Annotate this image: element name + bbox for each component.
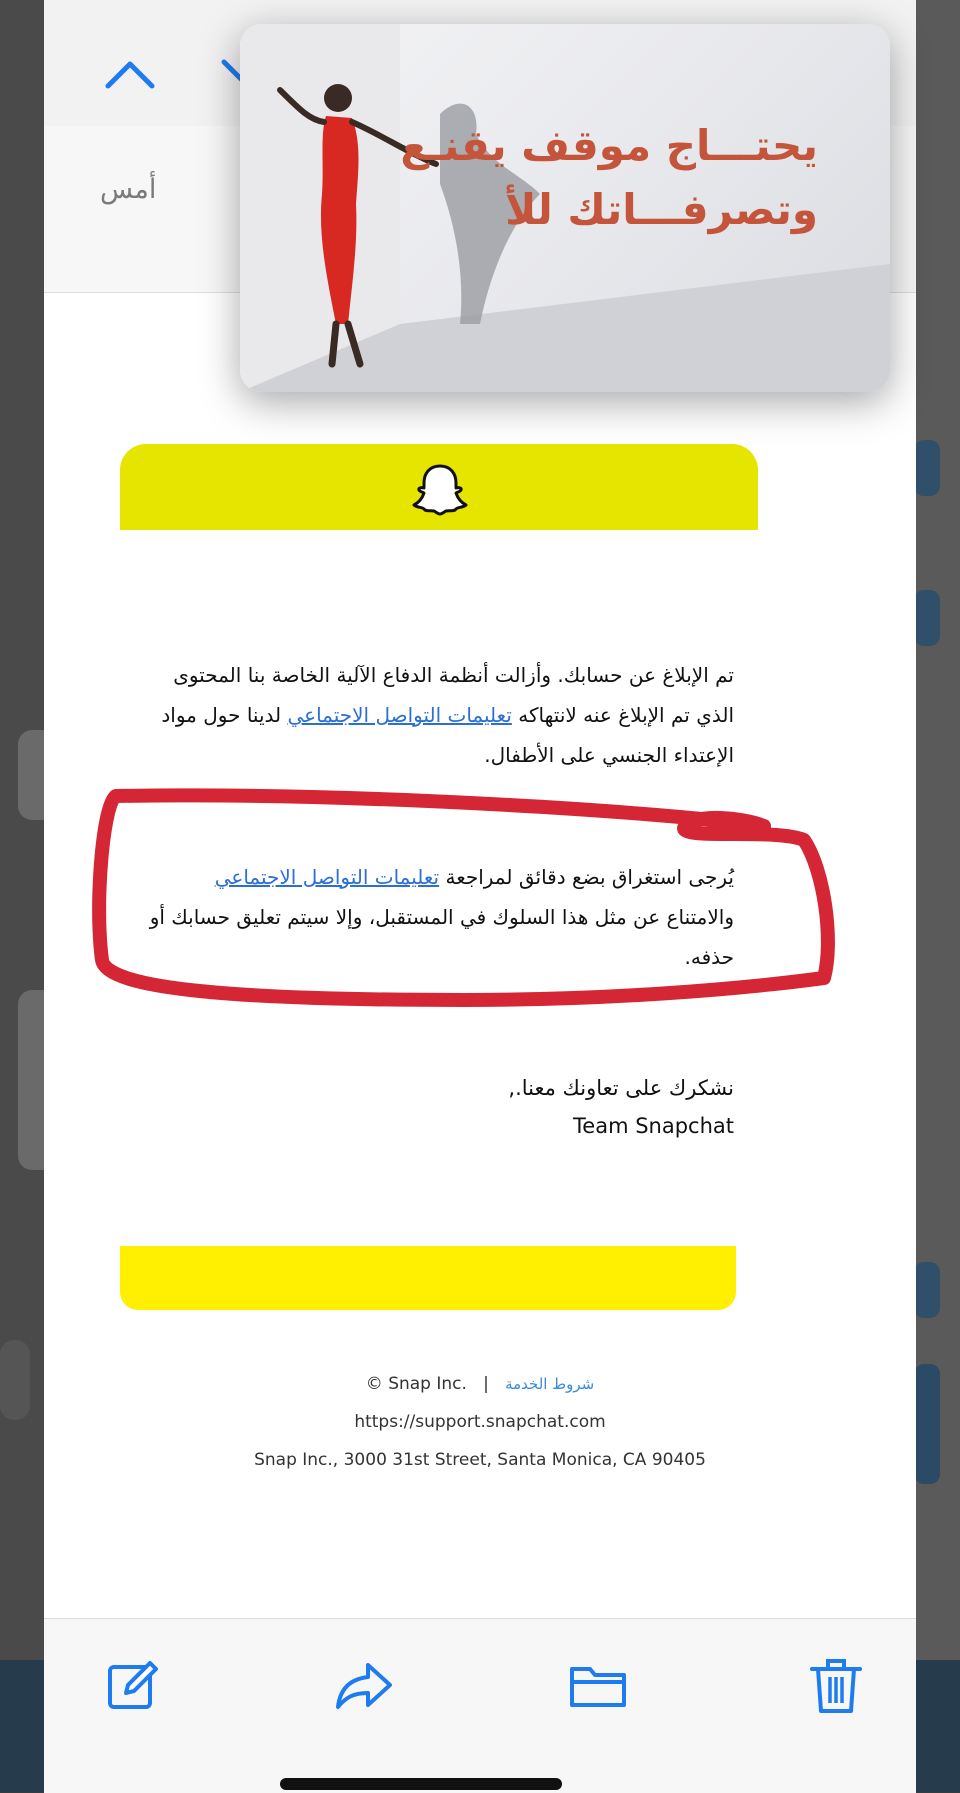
ad-headline-line-2: وتصرفـــاتك للأ	[505, 185, 818, 234]
footer-address: Snap Inc., 3000 31st Street, Santa Monica, CA 90405	[254, 1450, 706, 1470]
background-button	[914, 1364, 940, 1484]
footer-legal-row	[44, 1374, 916, 1394]
message-date: أمس	[100, 174, 157, 205]
background-right-edge	[916, 0, 960, 1792]
reply-forward-icon[interactable]	[334, 1655, 394, 1715]
compose-icon[interactable]	[104, 1655, 164, 1715]
footer-copyright: © Snap Inc.	[365, 1374, 467, 1394]
community-guidelines-link[interactable]: تعليمات التواصل الاجتماعي	[287, 703, 512, 727]
email-paragraph-1	[144, 655, 734, 775]
email-paragraph-2	[144, 857, 734, 977]
paragraph-text: والامتناع عن مثل هذا السلوك في المستقبل، وإلا سيتم تعليق حسابك أو حذفه.	[149, 905, 734, 969]
ad-headline	[400, 114, 818, 242]
snapchat-footer-banner	[120, 1246, 736, 1310]
trash-icon[interactable]	[806, 1655, 866, 1715]
chevron-up-icon[interactable]	[104, 58, 156, 90]
home-indicator[interactable]	[280, 1778, 562, 1790]
background-button	[914, 590, 940, 646]
terms-of-service-link[interactable]: شروط الخدمة	[505, 1375, 595, 1393]
paragraph-text: لدينا حول مواد الإعتداء الجنسي على الأطفال.	[161, 703, 734, 767]
footer-support-url[interactable]: https://support.snapchat.com	[354, 1412, 606, 1432]
email-signature: Team Snapchat	[573, 1114, 734, 1138]
snapchat-ghost-icon	[412, 462, 468, 516]
folder-icon[interactable]	[568, 1655, 628, 1715]
footer-separator: |	[483, 1374, 489, 1394]
background-button	[914, 1262, 940, 1318]
background-left-edge	[0, 0, 44, 1792]
email-thanks: نشكرك على تعاونك معنا.,	[508, 1076, 734, 1100]
snapchat-header-banner	[120, 444, 758, 530]
mail-message-sheet	[44, 0, 916, 1792]
paragraph-text: يُرجى استغراق بضع دقائق لمراجعة	[439, 865, 734, 889]
message-toolbar	[44, 1618, 916, 1793]
background-card	[0, 1340, 30, 1420]
background-button	[914, 440, 940, 496]
ad-headline-line-1: يحتـــاج موقف يقنـع	[400, 121, 818, 170]
community-guidelines-link[interactable]: تعليمات التواصل الاجتماعي	[214, 865, 440, 889]
floating-ad[interactable]	[240, 24, 890, 392]
paragraph-text: تم الإبلاغ عن حسابك. وأزالت أنظمة الدفاع الآلية الخاصة بنا المحتوى الذي تم الإبلاغ عنه لانتهاكه	[173, 663, 734, 727]
